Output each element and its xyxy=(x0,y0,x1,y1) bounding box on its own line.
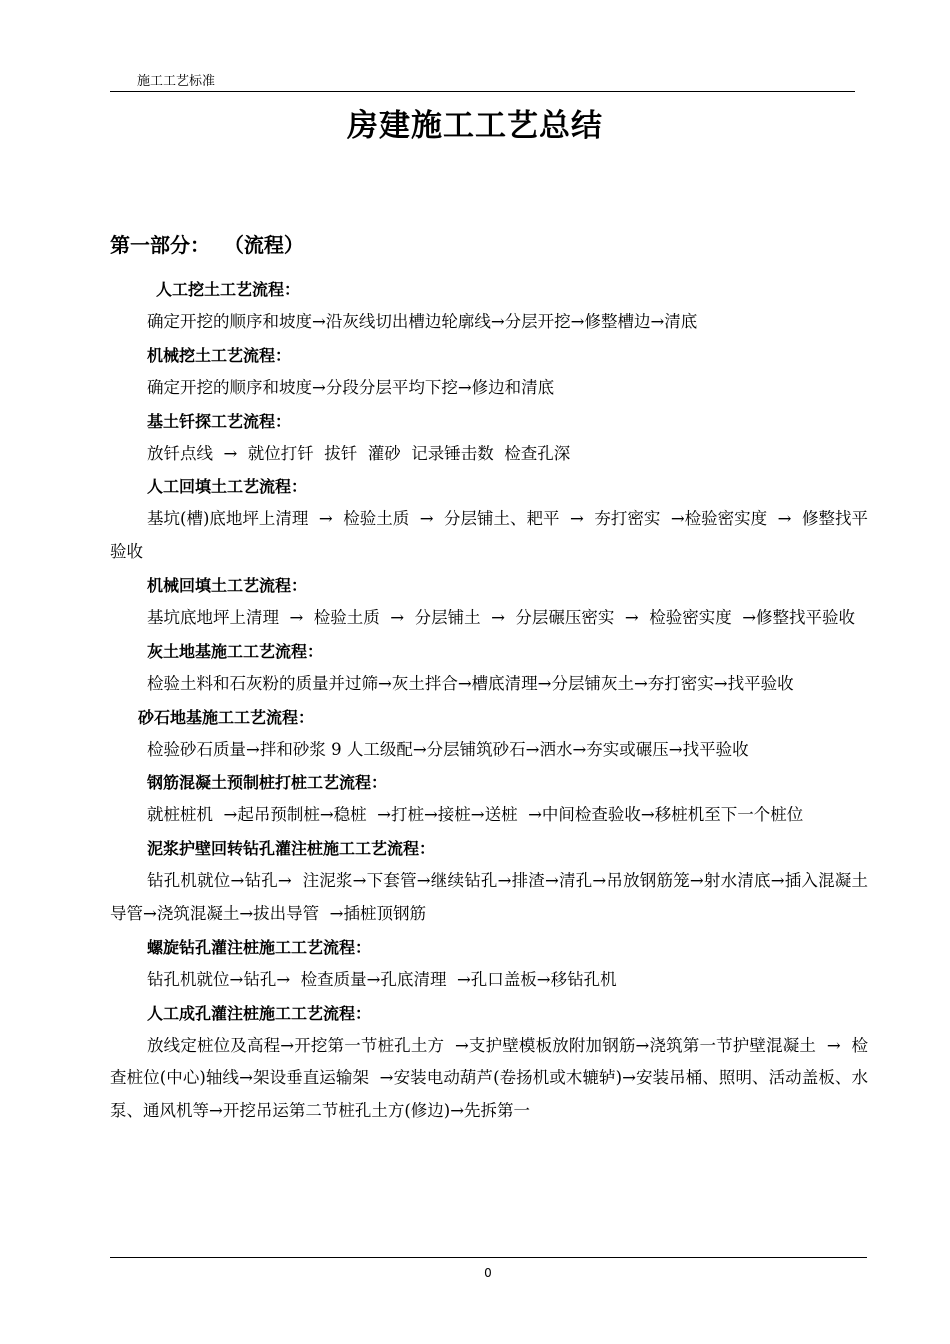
section-body: 就桩桩机 →起吊预制桩→稳桩 →打桩→接桩→送桩 →中间检查验收→移桩机至下一个桩位 xyxy=(147,805,804,825)
section-title: 钢筋混凝土预制桩打桩工艺流程： xyxy=(147,773,388,793)
part-heading: 第一部分： （流程） xyxy=(110,233,304,257)
section-title: 泥浆护壁回转钻孔灌注桩施工工艺流程： xyxy=(147,839,436,859)
section-lime-soil-foundation xyxy=(110,635,868,701)
page-number: 0 xyxy=(484,1266,492,1280)
section-title: 人工成孔灌注桩施工工艺流程： xyxy=(147,1003,372,1023)
document-title: 房建施工工艺总结 xyxy=(347,108,603,144)
running-header: 施工工艺标准 xyxy=(137,74,216,89)
section-probing xyxy=(110,405,868,471)
section-body: 钻孔机就位→钻孔→ 检查质量→孔底清理 →孔口盖板→移钻孔机 xyxy=(147,969,617,989)
process-list xyxy=(110,273,868,1128)
section-title: 灰土地基施工工艺流程： xyxy=(147,641,324,661)
header-divider xyxy=(110,91,855,92)
section-title: 砂石地基施工工艺流程： xyxy=(138,707,315,727)
section-mechanical-excavation xyxy=(110,339,868,405)
section-manual-bored-pile xyxy=(110,997,868,1128)
section-sand-gravel-foundation xyxy=(110,701,868,767)
footer-divider xyxy=(110,1257,867,1258)
section-title: 螺旋钻孔灌注桩施工工艺流程： xyxy=(147,937,372,957)
section-body: 检验砂石质量→拌和砂浆 9 人工级配→分层铺筑砂石→洒水→夯实或碾压→找平验收 xyxy=(147,739,749,759)
section-mechanical-backfill xyxy=(110,569,868,635)
section-precast-pile xyxy=(110,766,868,832)
section-body: 检验土料和石灰粉的质量并过筛→灰土拌合→槽底清理→分层铺灰土→夯打密实→找平验收 xyxy=(147,673,794,693)
section-body: 确定开挖的顺序和坡度→沿灰线切出槽边轮廓线→分层开挖→修整槽边→清底 xyxy=(147,312,698,331)
section-title: 基土钎探工艺流程： xyxy=(147,411,292,431)
section-title: 人工回填土工艺流程： xyxy=(147,477,308,497)
section-body: 放线定桩位及高程→开挖第一节桩孔土方 →支护壁模板放附加钢筋→浇筑第一节护壁混凝土 → 检查桩位(中心)轴线→架设垂直运输架 →安装电动葫芦(卷扬机或木辘轳)→安装吊桶、照明、活动盖板、水泵、通风机等→开挖吊运第二节桩孔土方(修边)→先拆第一 xyxy=(110,1035,868,1121)
section-title: 机械回填土工艺流程： xyxy=(147,575,308,595)
section-body: 基坑底地坪上清理 → 检验土质 → 分层铺土 → 分层碾压密实 → 检验密实度 →修整找平验收 xyxy=(147,607,856,627)
section-title: 机械挖土工艺流程： xyxy=(147,345,292,365)
section-body: 确定开挖的顺序和坡度→分段分层平均下挖→修边和清底 xyxy=(147,377,555,397)
section-body: 放钎点线 → 就位打钎 拔钎 灌砂 记录锤击数 检查孔深 xyxy=(147,443,571,463)
section-manual-excavation xyxy=(110,273,868,339)
section-body: 基坑(槽)底地坪上清理 → 检验土质 → 分层铺土、耙平 → 夯打密实 →检验密实度 → 修整找平验收 xyxy=(110,509,868,562)
section-body: 钻孔机就位→钻孔→ 注泥浆→下套管→继续钻孔→排渣→清孔→吊放钢筋笼→射水清底→插入混凝土导管→浇筑混凝土→拔出导管 →插桩顶钢筋 xyxy=(110,871,868,923)
section-title: 人工挖土工艺流程： xyxy=(156,280,301,299)
section-rotary-bored-pile xyxy=(110,832,868,931)
section-manual-backfill xyxy=(110,470,868,569)
section-spiral-bored-pile xyxy=(110,931,868,997)
